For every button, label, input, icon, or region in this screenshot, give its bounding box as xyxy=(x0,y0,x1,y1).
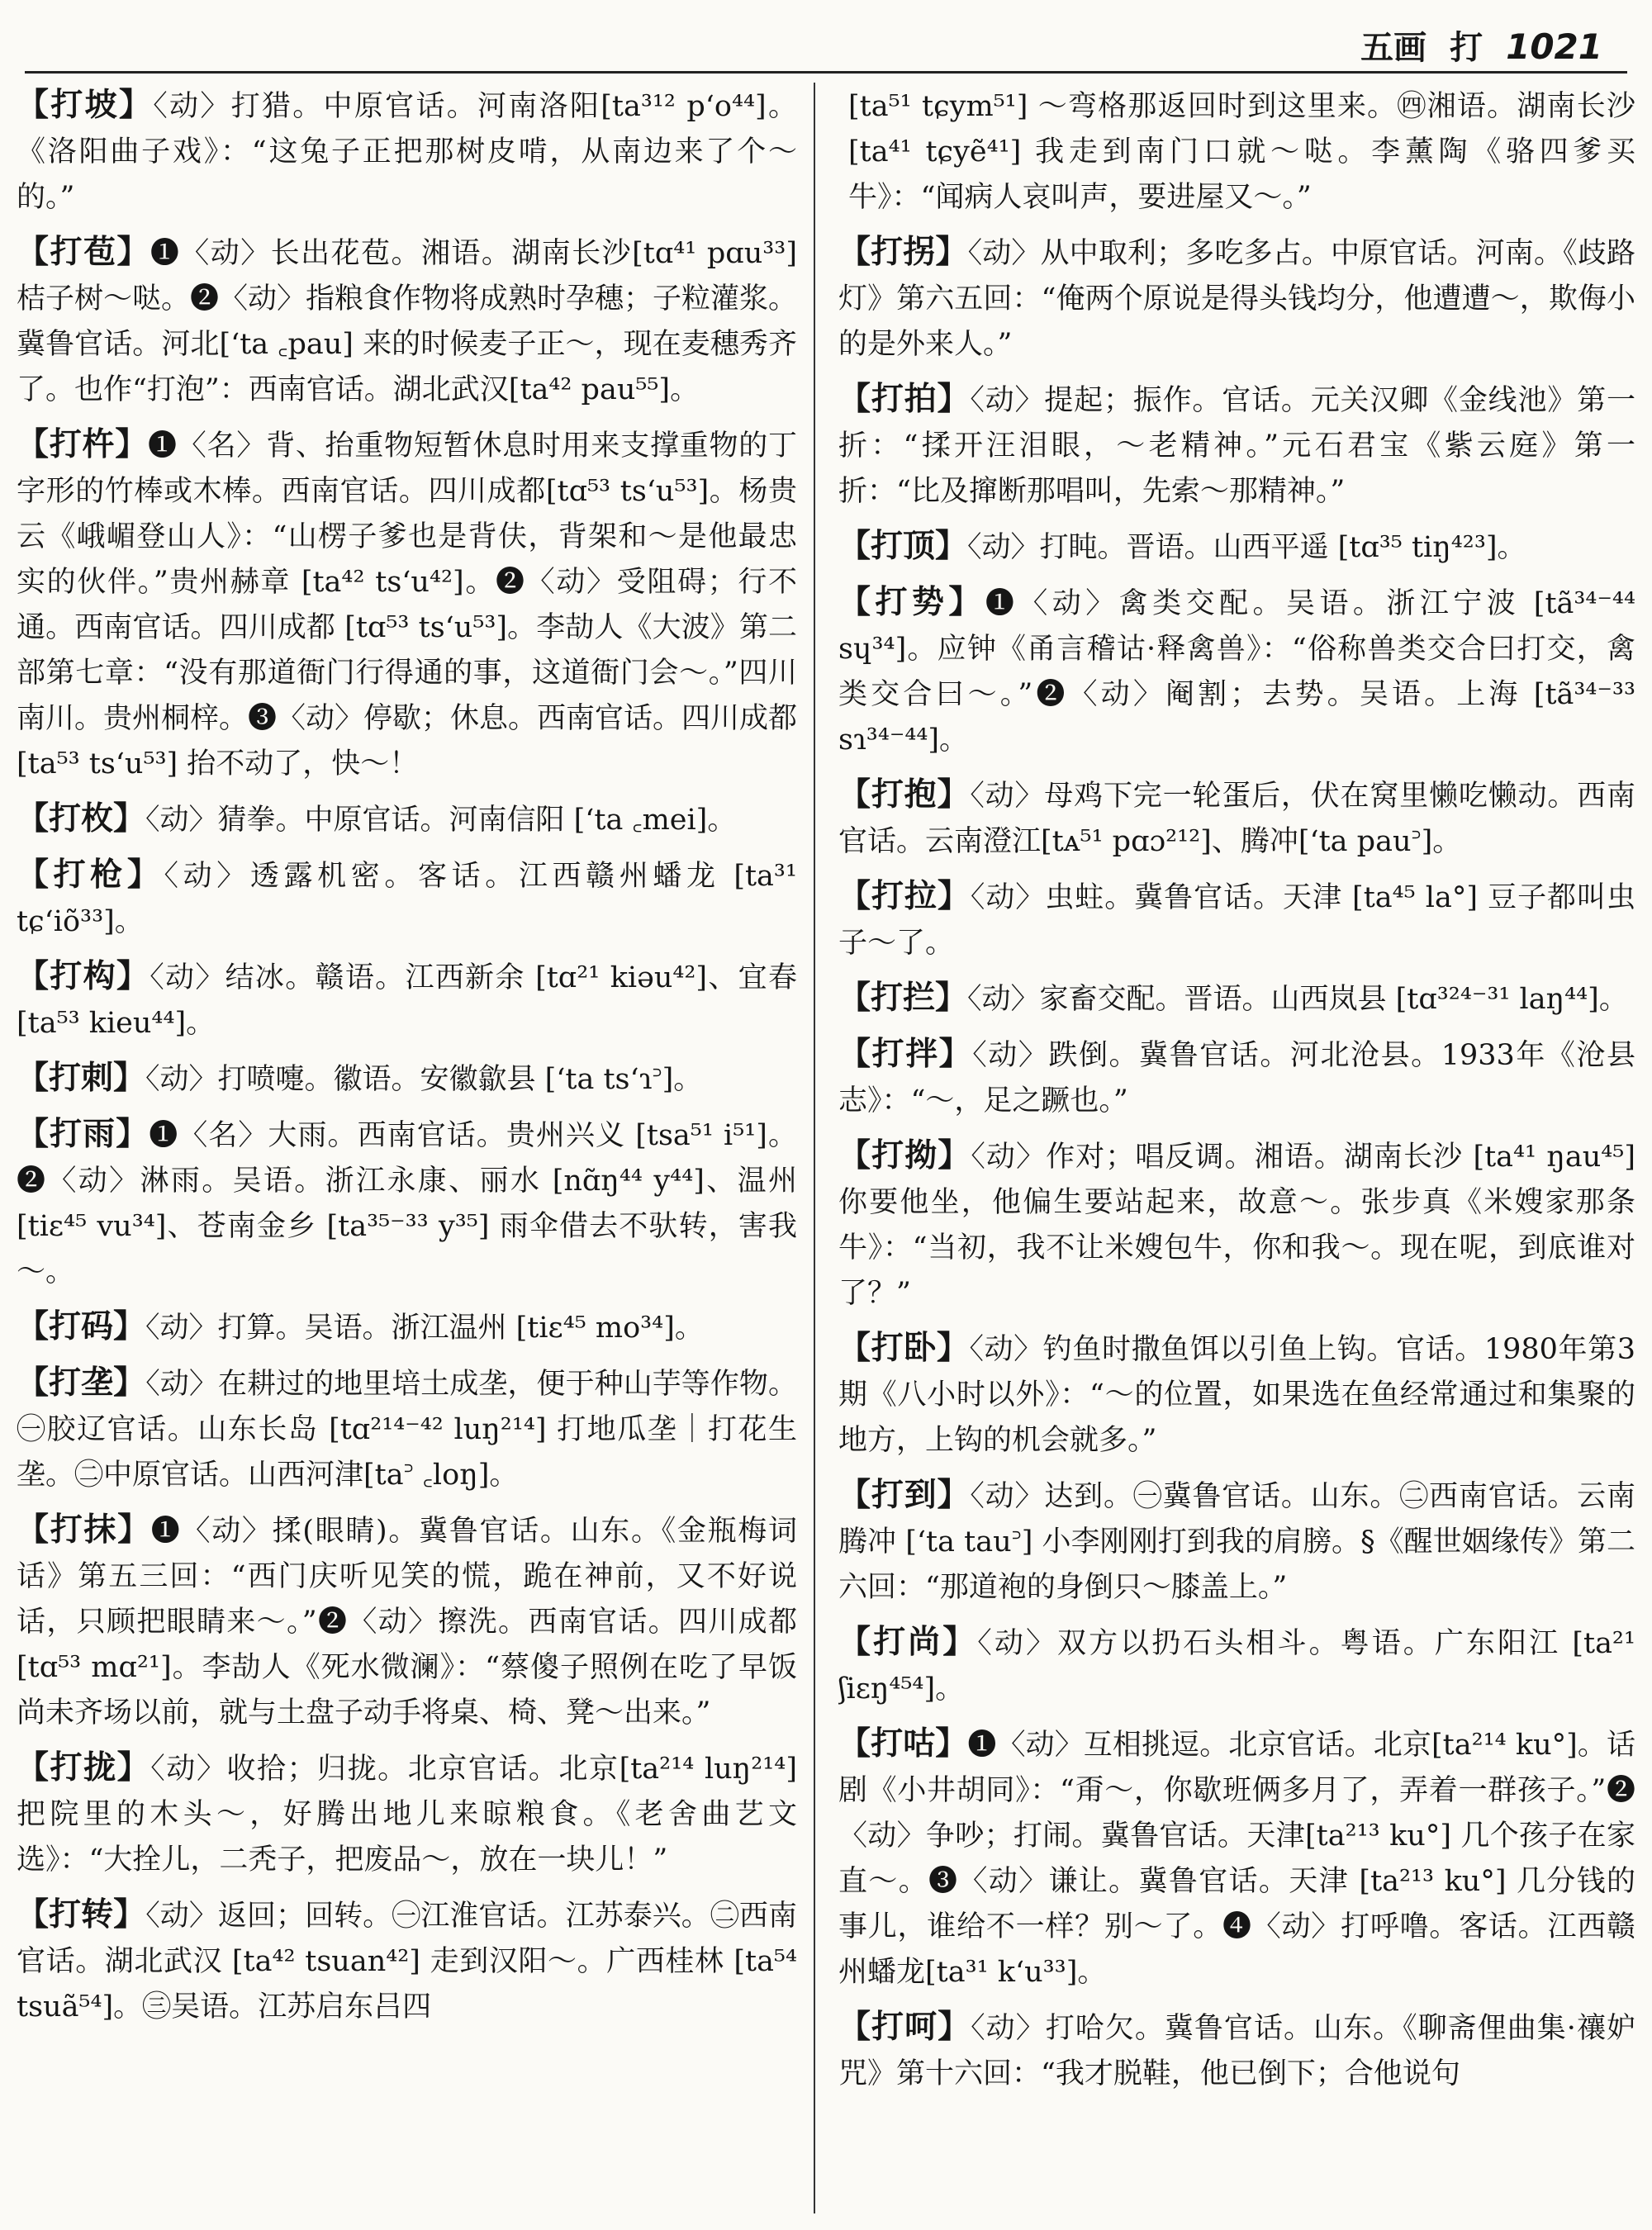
dictionary-entry xyxy=(838,874,1635,966)
entry-text: 〈动〉达到。㊀冀鲁官话。山东。㊁西南官话。云南腾冲 [ʻta tau꜄] 小李刚刚打到我的肩膀。§《醒世姻缘传》第二六回：“那道袍的身倒只～膝盖上。” xyxy=(838,1480,1635,1604)
entry-headword: 【打拉】 xyxy=(838,877,971,915)
dictionary-entry xyxy=(838,1133,1635,1317)
entry-text: 〈动〉提起；振作。官话。元关汉卿《金线池》第一折：“揉开汪泪眼，～老精神。”元石君宝《紫云庭》第一折：“比及撺断那唱叫，先索～那精神。” xyxy=(838,384,1635,508)
entry-headword: 【打雨】 xyxy=(17,1115,150,1153)
dictionary-entry xyxy=(17,1507,797,1736)
entry-text: 〈动〉打喷嚏。徽语。安徽歙县 [ʻta tsʻɿ꜄]。 xyxy=(145,1063,703,1096)
entry-text: 〈动〉猜拳。中原官话。河南信阳 [ʻta ꜀mei]。 xyxy=(145,804,737,837)
entry-text: 〈动〉打猎。中原官话。河南洛阳[ta³¹² pʻo⁴⁴]。《洛阳曲子戏》：“这兔子正把那树皮啃，从南边来了个～的。” xyxy=(17,90,797,214)
entry-text: 〈动〉在耕过的地里培土成垄，便于种山芋等作物。㊀胶辽官话。山东长岛 [tɑ²¹⁴⁻⁴² luŋ²¹⁴] 打地瓜垄｜打花生垄。㊁中原官话。山西河津[ta꜄ ꜀loŋ]。 xyxy=(17,1368,797,1492)
dictionary-entry xyxy=(838,1473,1635,1611)
dictionary-entry xyxy=(838,580,1635,763)
entry-headword: 【打卧】 xyxy=(838,1329,970,1367)
entry-headword: 【打拐】 xyxy=(838,233,968,271)
dictionary-entry xyxy=(17,1112,797,1295)
header-rule xyxy=(25,71,1627,74)
entry-text: ❶〈动〉禽类交配。吴语。浙江宁波 [tã³⁴⁻⁴⁴ sɥ³⁴]。应钟《甬言稽诂·释禽兽》：“俗称兽类交合曰打交，禽类交合曰～。”❷〈动〉阉割；去势。吴语。上海 [tã³⁴⁻³³ sɿ³⁴⁻⁴⁴]。 xyxy=(838,587,1635,757)
running-header xyxy=(1360,21,1602,69)
entry-headword: 【打杵】 xyxy=(17,425,149,463)
dictionary-entry xyxy=(17,954,797,1046)
entry-text: 〈动〉虫蛀。冀鲁官话。天津 [ta⁴⁵ la°] 豆子都叫虫子～了。 xyxy=(838,881,1635,960)
entry-headword: 【打坡】 xyxy=(17,86,154,124)
entry-headword: 【打拢】 xyxy=(17,1748,151,1786)
entry-text: 〈动〉跌倒。冀鲁官话。河北沧县。1933年《沧县志》：“～，足之蹶也。” xyxy=(838,1039,1635,1117)
entry-text: 〈动〉结冰。赣语。江西新余 [tɑ²¹ kiəu⁴²]、宜春 [ta⁵³ kieu⁴⁴]。 xyxy=(17,961,797,1040)
entry-headword: 【打势】 xyxy=(838,583,985,621)
dictionary-entry xyxy=(838,1620,1635,1712)
entry-headword: 【打构】 xyxy=(17,957,150,995)
entry-text: 〈动〉收拾；归拢。北京官话。北京[ta²¹⁴ luŋ²¹⁴] 把院里的木头～，好腾出地儿来晾粮食。《老舍曲艺文选》：“大拴儿，二秃子，把废品～，放在一块儿！” xyxy=(17,1753,797,1877)
dictionary-entry xyxy=(17,230,797,413)
dictionary-entry xyxy=(838,524,1635,571)
entry-headword: 【打苞】 xyxy=(17,233,150,271)
dictionary-entry-continuation xyxy=(848,83,1635,221)
entry-text: 〈动〉透露机密。客话。江西赣州蟠龙 [ta³¹ tɕʻiõ³³]。 xyxy=(17,860,797,938)
entry-text: 〈动〉返回；回转。㊀江淮官话。江苏泰兴。㊁西南官话。湖北武汉 [ta⁴² tsuan⁴²] 走到汉阳～。广西桂林 [ta⁵⁴ tsuã⁵⁴]。㊂吴语。江苏启东吕四 xyxy=(17,1900,797,2024)
dictionary-entry xyxy=(17,1745,797,1883)
dictionary-entry xyxy=(17,1056,797,1103)
entry-text: 〈动〉家畜交配。晋语。山西岚县 [tɑ³²⁴⁻³¹ laŋ⁴⁴]。 xyxy=(967,983,1628,1016)
entry-text: 〈动〉打盹。晋语。山西平遥 [tɑ³⁵ tiŋ⁴²³]。 xyxy=(967,531,1526,564)
entry-text: [ta⁵¹ tɕym⁵¹] ～弯格那返回时到这里来。㊃湘语。湖南长沙 [ta⁴¹ tɕyẽ⁴¹] 我走到南门口就～哒。李薰陶《骆四爹买牛》：“闻病人哀叫声，要进屋又～。” xyxy=(848,90,1635,214)
entry-headword: 【打到】 xyxy=(838,1476,971,1514)
dictionary-entry xyxy=(17,1892,797,2030)
dictionary-entry xyxy=(17,422,797,787)
dictionary-entry xyxy=(17,796,797,843)
left-column xyxy=(17,83,797,2222)
entry-text: ❶〈动〉互相挑逗。北京官话。北京[ta²¹⁴ ku°]。话剧《小井胡同》：“甭～，你歇班俩多月了，弄着一群孩子。”❷〈动〉争吵；打闹。冀鲁官话。天津[ta²¹³ ku°] 几个孩子在家直～。❸〈动〉谦让。冀鲁官话。天津 [ta²¹³ ku°] 几分钱的事儿，谁给不一样？别～了。❹〈动〉打呼噜。客话。江西赣州蟠龙[ta³¹ kʻu³³]。 xyxy=(838,1729,1635,1989)
dictionary-entry xyxy=(17,1360,797,1498)
entry-headword: 【打转】 xyxy=(17,1896,146,1933)
entry-headword: 【打拦】 xyxy=(838,979,968,1017)
entry-text: 〈动〉双方以扔石头相斗。粤语。广东阳江 [ta²¹ ʃiɛŋ⁴⁵⁴]。 xyxy=(838,1627,1635,1706)
entry-text: 〈动〉母鸡下完一轮蛋后，伏在窝里懒吃懒动。西南官话。云南澄江[tᴀ⁵¹ pɑɔ²¹²]、腾冲[ʻta pau꜄]。 xyxy=(838,780,1635,858)
header-section: 五画 xyxy=(1360,28,1427,67)
dictionary-entry xyxy=(17,83,797,221)
entry-text: 〈动〉从中取利；多吃多占。中原官话。河南。《歧路灯》第六五回：“俺两个原说是得头钱均分，他遭遭～，欺侮小的是外来人。” xyxy=(838,237,1635,361)
dictionary-entry xyxy=(838,377,1635,515)
dictionary-entry xyxy=(838,1721,1635,1995)
entry-text: ❶〈动〉揉(眼睛)。冀鲁官话。山东。《金瓶梅词话》第五三回：“西门庆听见笑的慌，跪在神前，又不好说话，只顾把眼睛来～。”❷〈动〉擦洗。西南官话。四川成都 [tɑ⁵³ mɑ²¹]。李劼人《死水微澜》：“蔡傻子照例在吃了早饭尚未齐场以前，就与土盘子动手将桌、椅、凳～出来。” xyxy=(17,1515,797,1729)
entry-text: ❶〈名〉背、抬重物短暂休息时用来支撑重物的丁字形的竹棒或木棒。西南官话。四川成都[tɑ⁵³ tsʻu⁵³]。杨贵云《峨嵋登山人》：“山楞子爹也是背伕，背架和～是他最忠实的伙伴。”贵州赫章 [ta⁴² tsʻu⁴²]。❷〈动〉受阻碍；行不通。西南官话。四川成都 [tɑ⁵³ tsʻu⁵³]。李劼人《大波》第二部第七章：“没有那道衙门行得通的事，这道衙门会～。”四川南川。贵州桐梓。❸〈动〉停歇；休息。西南官话。四川成都 [ta⁵³ tsʻu⁵³] 抬不动了，快～！ xyxy=(17,429,797,780)
entry-text: 〈动〉作对；唱反调。湘语。湖南长沙 [ta⁴¹ ŋau⁴⁵] 你要他坐，他偏生要站起来，故意～。张步真《米嫂家那条牛》：“当初，我不让米嫂包牛，你和我～。现在呢，到底谁对了？” xyxy=(838,1141,1635,1310)
entry-headword: 【打尚】 xyxy=(838,1623,978,1661)
entry-headword: 【打拌】 xyxy=(838,1035,973,1073)
dictionary-entry xyxy=(17,852,797,945)
entry-text: 〈动〉钓鱼时撒鱼饵以引鱼上钩。官话。1980年第3期《八小时以外》：“～的位置，如果选在鱼经常通过和集聚的地方，上钩的机会就多。” xyxy=(838,1333,1635,1457)
dictionary-entry xyxy=(838,1032,1635,1124)
entry-headword: 【打枚】 xyxy=(17,799,146,837)
entry-headword: 【打枪】 xyxy=(17,856,164,894)
entry-headword: 【打抹】 xyxy=(17,1511,151,1549)
dictionary-entry xyxy=(838,975,1635,1022)
page-number: 1021 xyxy=(1506,26,1602,67)
entry-headword: 【打拍】 xyxy=(838,380,971,418)
entry-text: ❶〈名〉大雨。西南官话。贵州兴义 [tsa⁵¹ i⁵¹]。❷〈动〉淋雨。吴语。浙江永康、丽水 [nɑ̃ŋ⁴⁴ y⁴⁴]、温州 [tiɛ⁴⁵ vu³⁴]、苍南金乡 [ta³⁵⁻³³ y³⁵] 雨伞借去不驮转，害我～。 xyxy=(17,1119,797,1288)
entry-headword: 【打呵】 xyxy=(838,2008,971,2046)
entry-headword: 【打抱】 xyxy=(838,776,971,814)
dictionary-entry xyxy=(838,2005,1635,2097)
column-divider xyxy=(814,83,815,2213)
dictionary-entry xyxy=(838,772,1635,865)
entry-headword: 【打刺】 xyxy=(17,1059,146,1097)
entry-headword: 【打垄】 xyxy=(17,1364,146,1402)
header-character: 打 xyxy=(1450,28,1483,67)
right-column xyxy=(838,83,1635,2222)
entry-text: ❶〈动〉长出花苞。湘语。湖南长沙[tɑ⁴¹ pɑu³³] 桔子树～哒。❷〈动〉指粮食作物将成熟时孕穗；子粒灌浆。冀鲁官话。河北[ʻta ꜀pau] 来的时候麦子正～，现在麦穗秀齐了。也作“打泡”：西南官话。湖北武汉[ta⁴² pau⁵⁵]。 xyxy=(17,237,797,406)
dictionary-entry xyxy=(838,1326,1635,1464)
dictionary-entry xyxy=(838,230,1635,368)
entry-headword: 【打码】 xyxy=(17,1307,146,1345)
entry-text: 〈动〉打算。吴语。浙江温州 [tiɛ⁴⁵ mo³⁴]。 xyxy=(145,1312,704,1345)
entry-text: 〈动〉打哈欠。冀鲁官话。山东。《聊斋俚曲集·禳妒咒》第十六回：“我才脱鞋，他已倒下；合他说句 xyxy=(838,2012,1635,2090)
dictionary-entry xyxy=(17,1304,797,1351)
entry-headword: 【打咕】 xyxy=(838,1725,968,1763)
entry-headword: 【打拗】 xyxy=(838,1136,971,1174)
entry-headword: 【打顶】 xyxy=(838,527,968,565)
